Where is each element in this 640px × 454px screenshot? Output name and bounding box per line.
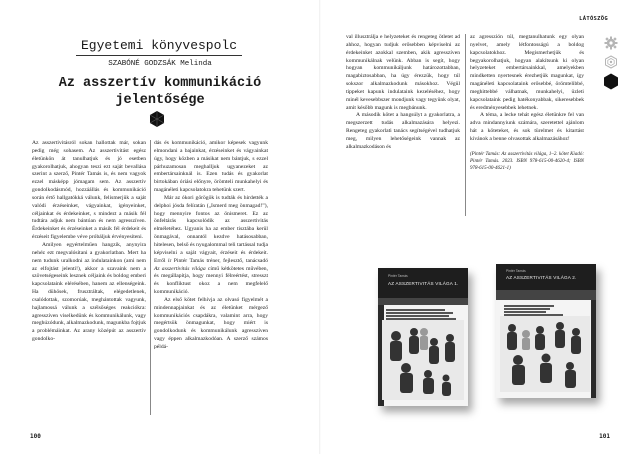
book-illustration [500,316,590,392]
column-divider [150,140,151,415]
article-title-line1: Az asszertív kommunikáció [58,76,262,91]
book-cover-volume-1 [378,268,468,406]
book-title: AZ ASSZERTIVITÁS VILÁGA 1. [388,281,459,286]
book-cover-band [496,264,596,290]
paragraph: Amilyen egyértelműen hangzik, anynyira nehéz ezt megvalósítani a gyakorlatban. Mert ha nem tudunk uralkodni az indulatainkon (ami nem az elfojtást jelenti!), akkor a szavaink nem a szövetségeseink lesznek céljaink és boldog emberi kapcsolataink elérésében, hanem az ellenségeink. Ha dühösek, frusztráltak, elégedetlenek, csalódottak, szomorúak, meghántottak vagyunk, hajlamossá válunk a szélsőséges reakciókra: agresszíven viselkedünk és kommunikálunk, vagy meghúzódunk, alkalmazkodunk, magunkba fojtjuk a problémáinkat. Az arany középút az asszertív gondolko- [32,241,146,343]
book-title: AZ ASSZERTIVITÁS VILÁGA 2. [506,275,577,280]
book-subtitle-strip [378,298,468,305]
book-subtitle-strip [496,290,596,300]
page-number-right: 101 [599,433,610,440]
paragraph: A második kötet a hangsúlyt a gyakorlatra, a megszerzett tudás alkalmazására helyezi. Rengeteg gyakorlati tanács segítségével tudhatjuk meg, milyen lehetőségeink vannak az alkalmazkodáson és [346,112,460,150]
gear-ornament-icon [604,36,618,50]
book-cover-volume-2 [496,264,596,398]
article-column-1 [32,140,146,344]
paragraph: Az első kötet felhívja az olvasó figyelmét a mindennapjainkat és az életünket mérgező kommunikációs csapdákra, valamint arra, hogy megértsük önmagunkat, hogy miért is gondolkodunk és kommunikálunk agresszíven vagy éppen alkalmazkodóan. A szerző számos példá- [154,296,268,350]
article-column-3 [346,34,460,152]
hexagon-outline-ornament-icon [604,55,618,69]
book-covers-image [368,250,620,410]
paragraph [154,195,268,297]
paragraph: Az asszertivitásról sokan hallottak már, sokan pedig még sohasem. Az asszertivitást egész életünkön át tanulhatjuk és jó esetben gyakorolhatjuk, ahogyan teszi ezt saját bevallása szerint a szerző, Pintér Tamás is, és nem vagyok ezzel másképp jómagam sem. Az asszertív gondolkodásmód, hozzáállás és kommunikáció során értő hallgatókká válunk, felismerjük a saját valódi érzéseinket, vágyainkat, igényeinket, céljainkat és érdekeinket, s mindezt a másik fél tudtára adjuk nem bántóan és nem agresszíven. Érdekeinket és érzéseinket a másik fél érdekeit és érzéseit figyelembe véve próbáljuk érvényesíteni. [32,140,146,241]
book-cover-band [378,268,468,298]
paragraph: az agresszión túl, megtanulhatunk egy olyan nyelvet, amely létfontosságú a boldog kapcsolatokhoz. Megismerhetjük és begyakorolhatjuk, hogyan alakítsunk ki olyan helyzeteket embertársainkkal, amelyekben mindketten nyertesnek érezhetjük magunkat, így magánéleti kapcsolataink erősebbé, örömtelibbé, meghittebbé válhatnak, munkahelyi, üzleti kapcsolataink pedig hatékonyabbak, sikeresebbek és eredményesebbek lehetnek. [470,34,584,111]
article-author: SZABÓNÉ GODZSÁK Melinda [108,60,212,68]
column-divider [465,34,466,216]
paragraph-text: Már az ókori görögök is tudták és hirdették a delphoi jósda felíratán („Ismerd meg önmagad!”), hogy mennyire fontos az önismeret. Ez az önfeltárás kapcsolódik az asszertivitás elméletéhez. Ugyanis ha az ember tisztába kerül önmagával, onnantól kezdve hatásosabban, hitelesen, belső és nyugalommal teli tartással tudja képviselni a saját vágyait, érzéseit és érdekeit. Erről ír Pintér Tamás tréner, fejlesztő, tanácsadó [154,194,268,264]
book-citation: (Pintér Tamás: Az asszertivitás világa, 1–2. kötet Kiadó: Pintér Tamás. 2023. ISBN 978-615-00-4620-4; ISBN 978-615-00-4621-1) [470,151,584,171]
book-author: Pintér Tamás [388,274,408,278]
paragraph: dás és kommunikáció, amikor képesek vagyunk elmondani a bajainkat, érzéseinket és vágyainkat úgy, hogy közben a másikat nem bántjuk, s ezzel párhuzamosan meghalljuk ugyanezeket az embertársainknál is. Ezen tudás és gyakorlat birtokában óriási előnyre, örömteli munkahelyi és magánéleti kapcsolatokra tehetünk szert. [154,140,268,194]
article-column-4 [470,34,584,172]
hexagon-solid-ornament-icon [603,73,619,90]
paragraph: A téma, a lecke tehát egész életünkre fel van adva mindannyiunk számára, szeretettel ajánlom hát a köteteket, és sok türelmet és kitartást kívánok a benne olvasottak alkalmazásához! [470,112,584,142]
article-title-line2: jelentősége [115,93,205,108]
book-author: Pintér Tamás [506,269,526,273]
page-number-left: 100 [30,433,41,440]
paragraph: val illusztrálja e helyzeteket és rengeteg ötletet ad ahhoz, hogyan tudjuk erősebben képviselni az érdekeinket azokkal szemben, akik agresszíven kommunikálnak velünk. Abban is segít, hogy hogyan kommunikáljunk határozottabban, magabiztosabban, ha úgy érezzük, hogy túl sokszor alkalmazkodunk másokhoz. Végül tippeket kapunk indulataink kezeléséhez, hogy minél kevesebbszer mondjunk vagy tegyünk olyat, amit később magunk is megbánunk. [346,34,460,111]
article-column-2 [154,140,268,352]
section-title: Egyetemi könyvespolc [76,38,242,56]
section-header-label: LÁTÓSZÖG [579,16,608,22]
paragraph-text: című kétkötetes művében, és megállapítja, hogy mennyi félreértést, stresszt és konfliktust okoz a nem megfelelő kommunikáció. [154,265,268,296]
hexagon-ornament-icon [148,110,166,128]
book-illustration [382,320,464,400]
article-title [30,75,290,109]
book-title-italic: Az asszertivitás világa [154,265,206,272]
